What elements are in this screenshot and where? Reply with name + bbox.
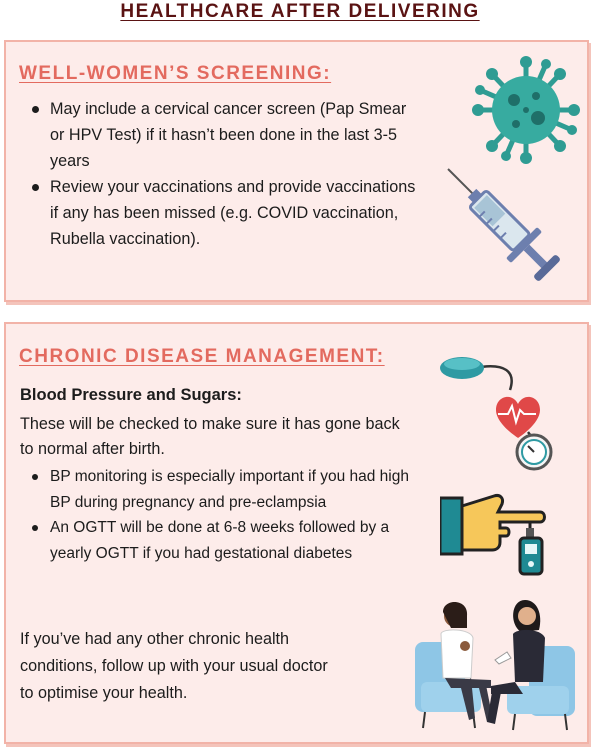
syringe-icon [446,167,566,287]
list-item: Review your vaccinations and provide vaccinations if any has been missed (e.g. COVID vaccination, Rubella vaccination). [32,174,422,252]
page-title: HEALTHCARE AFTER DELIVERING [120,1,480,22]
list-item: May include a cervical cancer screen (Pap Smear or HPV Test) if it hasn’t been done in the last 3-5 years [32,96,422,174]
blood-pressure-monitor-icon [436,352,556,472]
virus-icon [468,52,584,168]
list-item: An OGTT will be done at 6-8 weeks followed by a yearly OGTT if you had gestational diabetes [32,515,412,566]
subsection-title: Blood Pressure and Sugars: [20,386,242,404]
chronic-title: CHRONIC DISEASE MANAGEMENT: [19,346,385,367]
followup-text: If you’ve had any other chronic health conditions, follow up with your usual doctor to optimise your health. [20,630,328,702]
screening-title: WELL-WOMEN’S SCREENING: [19,63,332,84]
list-item: BP monitoring is especially important if you had high BP during pregnancy and pre-eclampsia [32,464,412,515]
screening-list [32,96,422,252]
chronic-list [32,464,412,566]
chronic-card [4,322,589,744]
screening-card [4,40,589,302]
glucometer-finger-icon [440,484,560,584]
doctor-consultation-illustration [411,594,581,734]
intro-text: These will be checked to make sure it has gone back to normal after birth. [20,415,400,458]
